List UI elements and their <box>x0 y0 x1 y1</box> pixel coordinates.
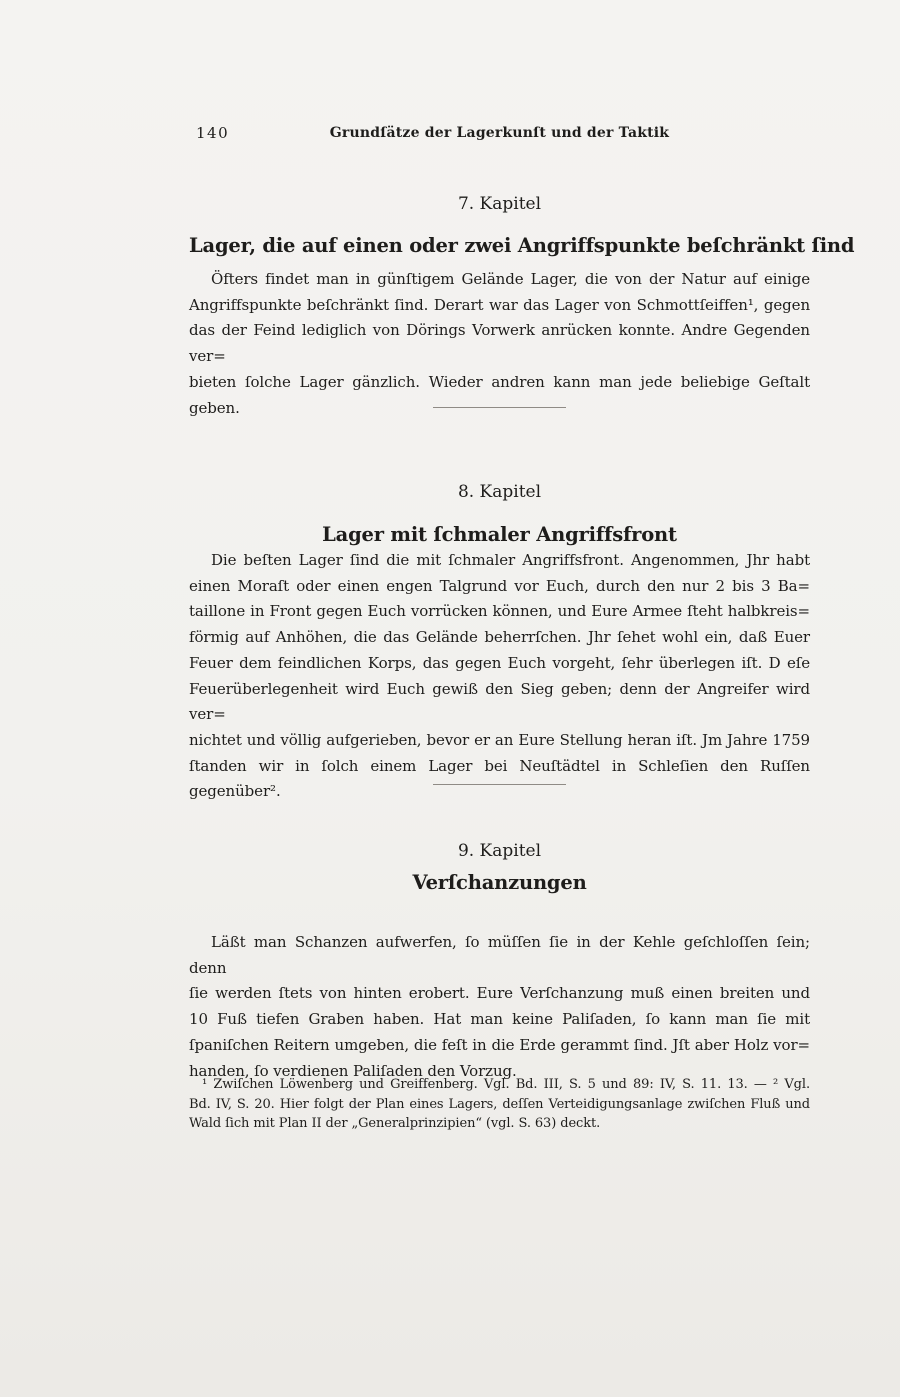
footnote-line: ¹ Zwiſchen Löwenberg und Greiffenberg. Vgl. Bd. III, S. 5 und 89: IV, S. 11. 13. — ² Vgl. <box>202 1077 810 1092</box>
paragraph-line: Die beſten Lager ſind die mit ſchmaler Angriffsfront. Angenommen, Jhr habt <box>211 551 810 569</box>
paragraph-line: Läßt man Schanzen aufwerfen, ſo müſſen ſie in der Kehle geſchloſſen ſein; denn <box>189 933 810 977</box>
paragraph-line: Feuerüberlegenheit wird Euch gewiß den Sieg geben; denn der Angreifer wird ver= <box>189 679 810 724</box>
chapter-9-heading: 9. Kapitel <box>457 841 542 861</box>
footnote-line: Bd. IV, S. 20. Hier folgt der Plan eines Lagers, deſſen Verteidigungsanlage zwiſchen Fluß und <box>189 1096 810 1112</box>
chapter-7-paragraph <box>189 267 810 421</box>
paragraph-line: ſpaniſchen Reitern umgeben, die feſt in die Erde gerammt ſind. Jſt aber Holz vor= <box>189 1035 810 1054</box>
paragraph-line: einen Moraſt oder einen engen Talgrund vor Euch, durch den nur 2 bis 3 Ba= <box>189 576 810 595</box>
chapter-8-title: Lager mit ſchmaler Angriffsfront <box>322 523 677 546</box>
paragraph-line: 10 Fuß tiefen Graben haben. Hat man keine Paliſaden, ſo kann man ſie mit <box>189 1010 810 1029</box>
paragraph-line: förmig auf Anhöhen, die das Gelände beherrſchen. Jhr ſehet wohl ein, daß Euer <box>189 628 810 647</box>
footnote-line: Wald ſich mit Plan II der „Generalprinzipien“ (vgl. S. 63) deckt. <box>189 1116 601 1131</box>
chapter-7-title: Lager, die auf einen oder zwei Angriffspunkte beſchränkt ſind <box>189 234 855 257</box>
paragraph-line: das der Feind lediglich von Dörings Vorwerk anrücken konnte. Andre Gegenden ver= <box>189 321 810 366</box>
section-divider <box>433 784 566 785</box>
paragraph-line: taillone in Front gegen Euch vorrücken können, und Eure Armee ſteht halbkreis= <box>189 602 810 621</box>
paragraph-line: ſtanden wir in ſolch einem Lager bei Neuſtädtel in Schleſien den Ruſſen gegenüber². <box>189 756 810 801</box>
paragraph-line: Angriffspunkte beſchränkt ſind. Derart war das Lager von Schmottſeiffen¹, gegen <box>189 295 810 314</box>
chapter-8-paragraph <box>189 548 810 805</box>
paragraph-line: Öfters findet man in günſtigem Gelände Lager, die von der Natur auf einige <box>211 270 810 288</box>
paragraph-line: nichtet und völlig aufgerieben, bevor er an Eure Stellung heran iſt. Jm Jahre 1759 <box>189 730 810 749</box>
chapter-9-title: Verſchanzungen <box>412 871 587 894</box>
chapter-8-heading: 8. Kapitel <box>457 482 542 502</box>
paragraph-line: ſie werden ſtets von hinten erobert. Eure Verſchanzung muß einen breiten und <box>189 984 810 1003</box>
paragraph-line: handen, ſo verdienen Paliſaden den Vorzug. <box>189 1061 517 1080</box>
page-number: 140 <box>196 124 230 142</box>
running-header: Grundſätze der Lagerkunſt und der Taktik <box>329 125 670 141</box>
paragraph-line: bieten ſolche Lager gänzlich. Wieder andren kann man jede beliebige Geſtalt geben. <box>189 372 810 417</box>
chapter-9-paragraph <box>189 930 810 1084</box>
footnote-block <box>189 1075 810 1134</box>
paragraph-line: Feuer dem feindlichen Korps, das gegen Euch vorgeht, ſehr überlegen iſt. D eſe <box>189 653 810 672</box>
chapter-7-heading: 7. Kapitel <box>457 194 542 214</box>
section-divider <box>433 407 566 408</box>
